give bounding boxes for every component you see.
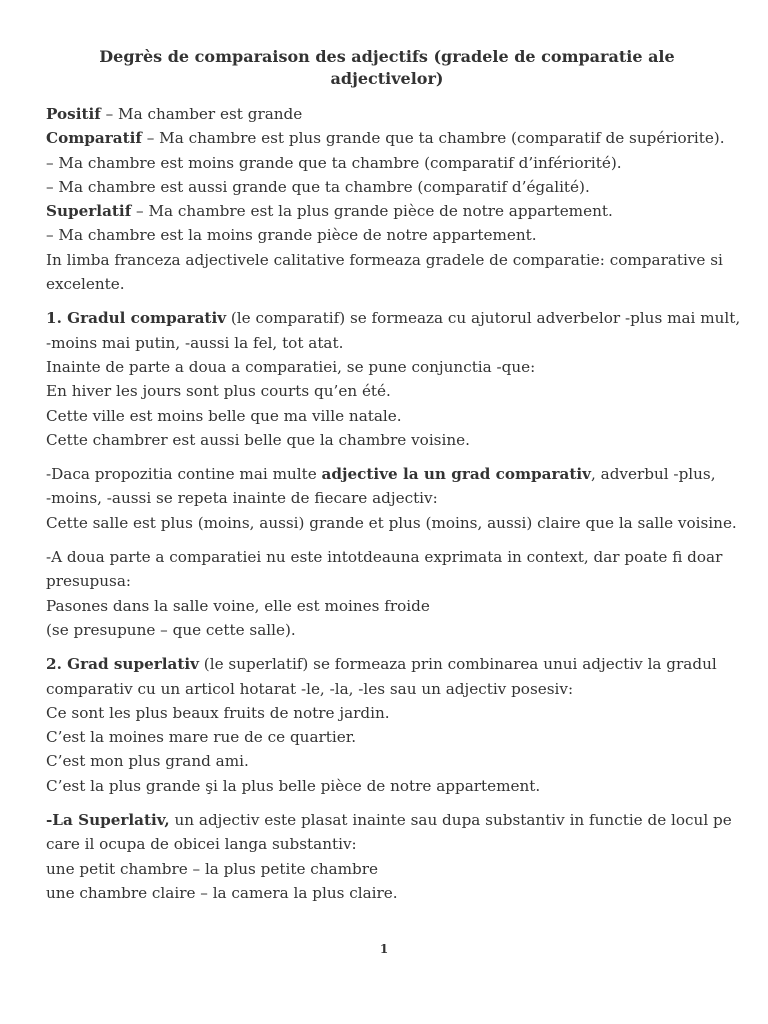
text-line: In limba franceza adjectivele calitative formeaza gradele de comparatie: comparative si	[46, 250, 723, 269]
text-line: – Ma chambre est aussi grande que ta chambre (comparatif d’égalité).	[46, 177, 590, 196]
text-line: C’est la plus grande şi la plus belle pièce de notre appartement.	[46, 776, 541, 795]
section-heading: -La Superlativ,	[46, 811, 170, 830]
section-superlativ-placement	[46, 808, 732, 905]
text-line: Inainte de parte a doua a comparatiei, se pune conjunctia -que:	[46, 357, 536, 376]
text-span: un adjectiv este plasat inainte sau dupa substantiv in functie de locul pe	[169, 811, 732, 830]
text-line: Cette ville est moins belle que ma ville natale.	[46, 406, 402, 425]
text-line: care il ocupa de obicei langa substantiv:	[46, 835, 357, 854]
text-span: , adverbul -plus,	[590, 465, 716, 484]
text-line	[46, 306, 741, 330]
bold-term: Superlatif	[46, 202, 132, 221]
text-line: (se presupune – que cette salle).	[46, 620, 296, 639]
text-line: Cette salle est plus (moins, aussi) grande et plus (moins, aussi) claire que la salle voisine.	[46, 513, 737, 532]
bold-term: adjective la un grad comparativ	[321, 465, 591, 484]
text-line	[46, 652, 728, 676]
bold-term: Positif	[46, 105, 101, 123]
section-comparativ-implicit	[46, 545, 728, 642]
text-line: -moins mai putin, -aussi la fel, tot atat.	[46, 333, 344, 352]
text-line: -moins, -aussi se repeta inainte de fiecare adjectiv:	[46, 489, 438, 508]
text-line	[46, 126, 728, 150]
section-comparativ-multiple	[46, 462, 737, 535]
text-line: Ce sont les plus beaux fruits de notre jardin.	[46, 703, 390, 722]
section-heading: 1. Gradul comparativ	[46, 309, 227, 328]
text-line: presupusa:	[46, 572, 132, 591]
text-line: C’est mon plus grand ami.	[46, 752, 249, 771]
text-line	[46, 808, 732, 832]
document-title: Degrès de comparaison des adjectifs (gradele de comparatie ale adjectivelor)	[99, 47, 675, 88]
text-line: comparativ cu un articol hotarat -le, -la, -les sau un adjectiv posesiv:	[46, 679, 574, 698]
text-span: – Ma chambre est la plus grande pièce de notre appartement.	[131, 202, 613, 221]
text-line: une chambre claire – la camera la plus claire.	[46, 883, 398, 902]
text-line: – Ma chambre est moins grande que ta chambre (comparatif d’infériorité).	[46, 153, 622, 172]
text-line: – Ma chambre est la moins grande pièce de notre appartement.	[46, 226, 537, 245]
text-span: (le superlatif) se formeaza prin combinarea unui adjectiv la gradul	[198, 655, 717, 674]
text-line: -A doua parte a comparatiei nu este intotdeauna exprimata in context, dar poate fi doar	[46, 548, 723, 567]
intro-paragraph	[46, 102, 728, 296]
text-line	[46, 102, 728, 126]
section-heading: 2. Grad superlativ	[46, 655, 199, 674]
page-number: 1	[379, 942, 389, 956]
text-line: excelente.	[46, 275, 125, 294]
text-line: Pasones dans la salle voine, elle est moines froide	[46, 596, 430, 615]
section-superlativ	[46, 652, 728, 798]
text-line	[46, 462, 728, 486]
section-comparativ	[46, 306, 741, 452]
text-line	[46, 199, 728, 223]
text-span: – Ma chamber est grande	[100, 105, 303, 123]
text-line: Cette chambrer est aussi belle que la chambre voisine.	[46, 430, 470, 449]
text-line: une petit chambre – la plus petite chambre	[46, 859, 378, 878]
text-line: En hiver les jours sont plus courts qu’en été.	[46, 382, 391, 401]
text-span: -Daca propozitia contine mai multe	[46, 465, 322, 484]
text-line: C’est la moines mare rue de ce quartier.	[46, 728, 357, 747]
text-span: – Ma chambre est plus grande que ta chambre (comparatif de supériorite).	[141, 129, 725, 148]
text-span: (le comparatif) se formeaza cu ajutorul adverbelor -plus mai mult,	[226, 309, 741, 328]
bold-term: Comparatif	[46, 129, 142, 148]
